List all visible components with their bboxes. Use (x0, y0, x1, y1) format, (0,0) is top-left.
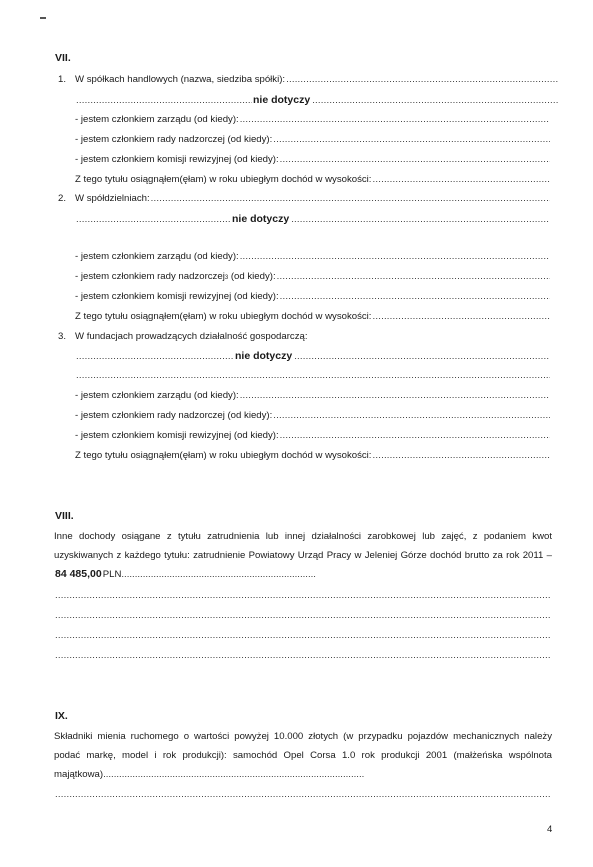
item-3-label: W fundacjach prowadzących działalność gospodarczą: (75, 331, 308, 342)
item-1-number: 1. (58, 74, 67, 85)
item-3-supervisory-label: - jestem członkiem rady nadzorczej (od kiedy): (75, 410, 273, 421)
section-viii-blank-4 (54, 650, 550, 661)
section-vii-heading: VII. (55, 52, 71, 64)
item-3-board-label: - jestem członkiem zarządu (od kiedy): (75, 390, 239, 401)
item-3-number: 3. (58, 331, 67, 342)
item-3-value-line (75, 350, 550, 362)
section-viii-description: Inne dochody osiągane z tytułu zatrudnienia lub innej działalności zarobkowej lub zajęć, z podaniem kwot uzyskiwanych z każdego tytułu: zatrudnienie Powiatowy Urząd Pracy w Jeleniej Górze dochód brutto za rok 2011 – (54, 531, 552, 561)
item-2-label: W spółdzielniach: (75, 193, 150, 204)
item-2-line (75, 193, 550, 204)
item-3-value: nie dotyczy (235, 350, 293, 362)
item-1-line (75, 74, 559, 85)
item-2-value: nie dotyczy (232, 213, 290, 225)
item-1-supervisory-line (75, 134, 550, 145)
item-3-income-label: Z tego tytułu osiągnąłem(ęłam) w roku ubiegłym dochód w wysokości: (75, 450, 372, 461)
section-viii-heading: VIII. (55, 510, 74, 522)
section-ix-blank-1 (54, 789, 550, 800)
item-1-value-line (75, 94, 559, 106)
section-viii-blank-2 (54, 610, 550, 621)
item-1-board-label: - jestem członkiem zarządu (od kiedy): (75, 114, 239, 125)
item-2-value-line (75, 213, 550, 225)
item-1-board-line (75, 114, 550, 125)
item-1-supervisory-label: - jestem członkiem rady nadzorczej (od kiedy): (75, 134, 273, 145)
income-amount: 84 485,00 (55, 568, 102, 580)
item-3-audit-line (75, 430, 550, 441)
section-viii-blank-3 (54, 630, 550, 641)
item-3-supervisory-line (75, 410, 550, 421)
section-viii-blank-1 (54, 590, 550, 601)
page-number: 4 (547, 824, 553, 835)
item-1-label: W spółkach handlowych (nazwa, siedziba spółki): (75, 74, 286, 85)
item-2-board-label: - jestem członkiem zarządu (od kiedy): (75, 251, 239, 262)
item-2-supervisory-line (75, 271, 550, 282)
income-currency: PLN (102, 569, 122, 580)
item-2-audit-line (75, 291, 550, 302)
item-2-income-label: Z tego tytułu osiągnąłem(ęłam) w roku ubiegłym dochód w wysokości: (75, 311, 372, 322)
item-1-audit-label: - jestem członkiem komisji rewizyjnej (od kiedy): (75, 154, 279, 165)
item-3-board-line (75, 390, 550, 401)
item-3-blank-line (75, 370, 550, 381)
item-1-income-line (75, 174, 550, 185)
item-2-board-line (75, 251, 550, 262)
section-ix-description: Składniki mienia ruchomego o wartości powyżej 10.000 złotych (w przypadku pojazdów mechanicznych należy podać markę, model i rok produkcji): samochód Opel Corsa 1.0 rok produkcji 2001 (małżeńska wspólnota majątkowa) (54, 731, 552, 780)
item-2-income-line (75, 311, 550, 322)
item-2-number: 2. (58, 193, 67, 204)
footnote-marker: 3 (224, 275, 229, 281)
item-2-supervisory-tail: (od kiedy): (230, 271, 276, 282)
item-2-audit-label: - jestem członkiem komisji rewizyjnej (od kiedy): (75, 291, 279, 302)
item-1-audit-line (75, 154, 550, 165)
item-1-value: nie dotyczy (253, 94, 311, 106)
item-3-income-line (75, 450, 550, 461)
item-2-supervisory-label: - jestem członkiem rady nadzorczej (75, 271, 225, 282)
item-3-audit-label: - jestem członkiem komisji rewizyjnej (od kiedy): (75, 430, 279, 441)
section-ix-heading: IX. (55, 710, 68, 722)
section-viii-text: Inne dochody osiągane z tytułu zatrudnienia lub innej działalności zarobkowej lub zajęć, z podaniem kwot uzyskiwanych z każdego tytułu: zatrudnienie Powiatowy Urząd Pracy w Jeleniej Górze dochód brutto za rok 2011 – 84 485,00PLN......................................................................... (54, 531, 552, 580)
item-1-income-label: Z tego tytułu osiągnąłem(ęłam) w roku ubiegłym dochód w wysokości: (75, 174, 372, 185)
section-ix-text: Składniki mienia ruchomego o wartości powyżej 10.000 złotych (w przypadku pojazdów mechanicznych należy podać markę, model i rok produkcji): samochód Opel Corsa 1.0 rok produkcji 2001 (małżeńska wspólnota majątkowa).................................................................................................. (54, 731, 552, 780)
scan-speck (40, 17, 46, 19)
